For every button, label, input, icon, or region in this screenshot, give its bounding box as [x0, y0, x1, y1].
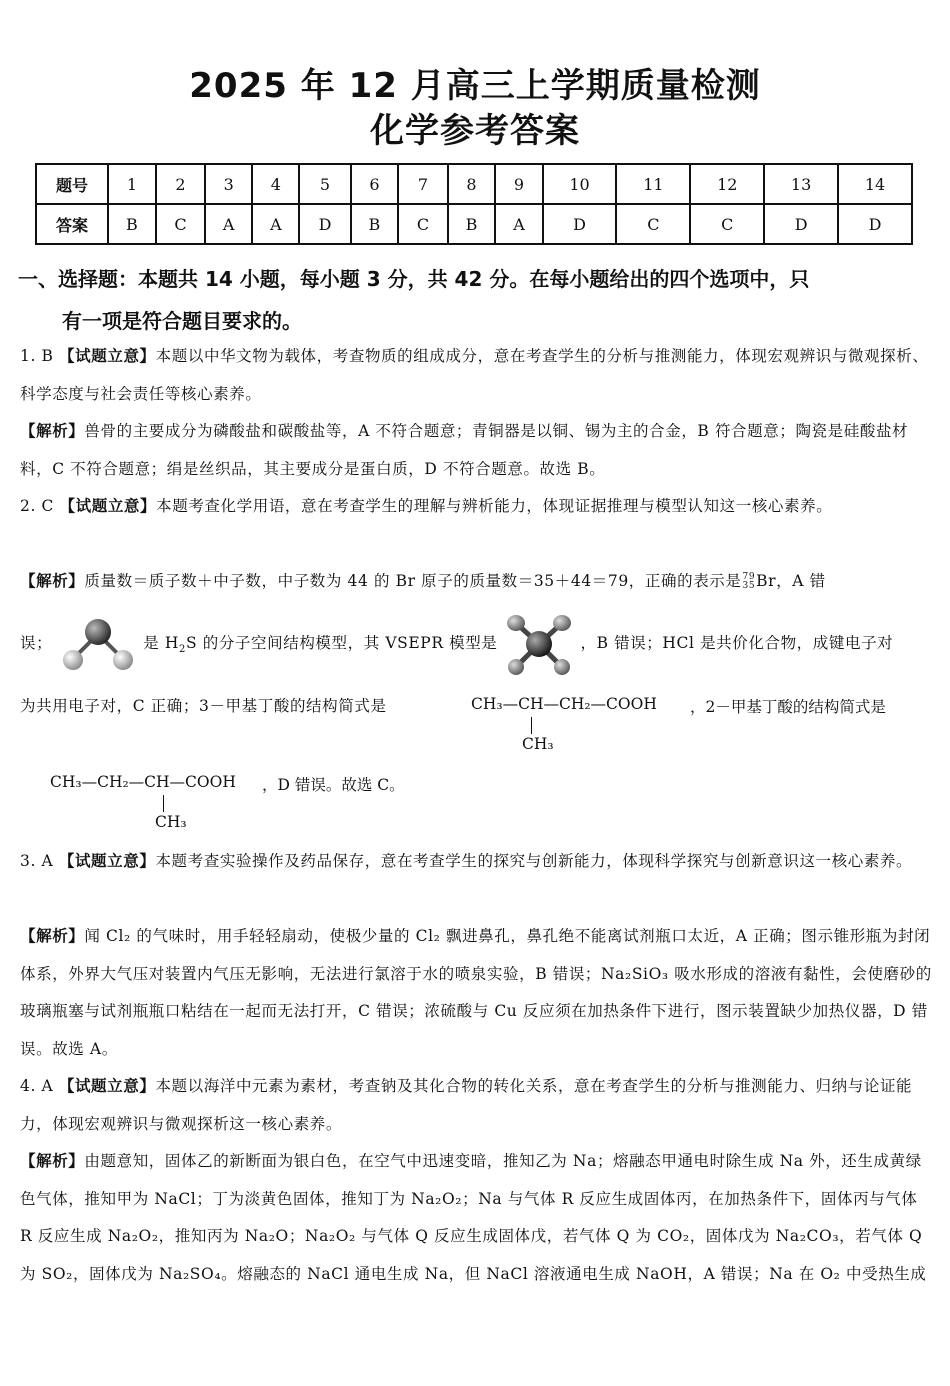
page-title: 2025 年 12 月高三上学期质量检测 [189, 66, 761, 106]
question-number-cell: 6 [351, 164, 399, 204]
answer-cell: C [398, 204, 447, 244]
question-number-cell: 2 [156, 164, 205, 204]
q2-analysis-text-7: 为共用电子对，C 正确；3－甲基丁酸的结构简式是 [20, 697, 387, 715]
q4-intent-tag: 【试题立意】 [58, 1077, 156, 1095]
question-number-cell: 12 [690, 164, 764, 204]
answer-cell: B [351, 204, 399, 244]
answer-cell: C [690, 204, 764, 244]
q4-number: 4. A [20, 1077, 54, 1095]
q3-number: 3. A [20, 852, 54, 870]
section-heading-line-2: 有一项是符合题目要求的。 [62, 309, 302, 333]
q3-intent-text: 本题考查实验操作及药品保存，意在考查学生的探究与创新能力，体现科学探究与创新意识这一核心素养。 [155, 852, 913, 870]
q1-analysis-text: 兽骨的主要成分为磷酸盐和碳酸盐等，A 不符合题意；青铜器是以铜、锡为主的合金，B 符合题意；陶瓷是硅酸盐材料，C 不符合题意；绢是丝织品，其主要成分是蛋白质，D 不符合题意。故选 B。 [20, 422, 909, 478]
question-number-cell: 1 [108, 164, 156, 204]
q2-analysis-text-3: 误； [20, 634, 53, 652]
number-row-label: 题号 [36, 164, 108, 204]
vsepr-tetrahedral-model-icon [503, 612, 575, 676]
2-methylbutanoic-acid-formula [50, 773, 236, 791]
q2-analysis-text-5: S 的分子空间结构模型，其 VSEPR 模型是 [185, 634, 498, 652]
br-mass-number: 79 [742, 572, 756, 582]
q3-intent-tag: 【试题立意】 [58, 852, 156, 870]
struct1-branch: CH₃ [522, 735, 554, 753]
q3-intent [20, 843, 932, 881]
answer-cell: B [108, 204, 156, 244]
q3-analysis-tag: 【解析】 [20, 927, 85, 945]
answer-cell: A [205, 204, 252, 244]
answer-cell: A [252, 204, 299, 244]
struct1-tail: ，2－甲基丁酸的结构简式是 [690, 698, 886, 716]
q2-intent-tag: 【试题立意】 [59, 497, 157, 515]
question-number-cell: 4 [252, 164, 299, 204]
struct2-main: CH₃—CH₂—CH—COOH [50, 773, 236, 791]
q3-analysis-text: 闻 Cl₂ 的气味时，用手轻轻扇动，使极少量的 Cl₂ 飘进鼻孔，鼻孔绝不能离试剂瓶口太近，A 正确；图示锥形瓶为封闭体系，外界大气压对装置内气压无影响，无法进行氯溶于水的喷泉实验，B 错误；Na₂SiO₃ 吸水形成的溶液有黏性，会使磨砂的玻璃瓶塞与试剂瓶瓶口粘结在一起而无法打开，C 错误；浓硫酸与 Cu 反应须在加热条件下进行，图示装置缺少加热仪器，D 错误。故选 A。 [20, 927, 932, 1058]
question-number-cell: 3 [205, 164, 252, 204]
q1-number: 1. B [20, 347, 54, 365]
h2s-subscript: 2 [179, 644, 186, 656]
q1-analysis [20, 413, 932, 488]
question-number-cell: 13 [764, 164, 838, 204]
answer-cell: A [495, 204, 542, 244]
answer-table [35, 163, 913, 245]
answer-cell: D [543, 204, 617, 244]
answer-cell: D [838, 204, 912, 244]
q4-intent-text: 本题以海洋中元素为素材，考查钠及其化合物的转化关系，意在考查学生的分析与推测能力、归纳与论证能力，体现宏观辨识与微观探析这一核心素养。 [20, 1077, 913, 1133]
answer-cell: C [616, 204, 690, 244]
question-number-cell: 11 [616, 164, 690, 204]
q2-analysis-line-1 [20, 563, 932, 601]
br-atomic-number: 35 [742, 581, 756, 591]
q2-analysis-tag: 【解析】 [20, 572, 85, 590]
answer-cell: D [299, 204, 350, 244]
q4-intent [20, 1068, 932, 1143]
struct2-branch: CH₃ [155, 813, 187, 831]
q2-number: 2. C [20, 497, 54, 515]
q2-analysis-text-4: 是 H [143, 634, 180, 652]
q3-analysis [20, 918, 932, 1068]
section-heading [18, 258, 933, 342]
answer-cell: C [156, 204, 205, 244]
struct2-branch-bond [163, 795, 164, 812]
answer-table-number-row [36, 164, 912, 204]
question-number-cell: 14 [838, 164, 912, 204]
struct2-tail: ，D 错误。故选 C。 [262, 776, 405, 794]
q1-intent [20, 338, 932, 413]
question-number-cell: 5 [299, 164, 350, 204]
q2-analysis-text-2: Br，A 错 [756, 572, 826, 590]
answer-table-answer-row [36, 204, 912, 244]
page-bottom-margin [0, 1300, 950, 1386]
struct1-main: CH₃—CH—CH₂—COOH [471, 695, 657, 713]
question-number-cell: 10 [543, 164, 617, 204]
q4-analysis-tag: 【解析】 [20, 1152, 85, 1170]
q4-analysis [20, 1143, 932, 1315]
section-heading-line-1: 一、选择题：本题共 14 小题，每小题 3 分，共 42 分。在每小题给出的四个选项中，只 [18, 267, 810, 291]
question-number-cell: 7 [398, 164, 447, 204]
q2-analysis-text-1: 质量数＝质子数＋中子数，中子数为 44 的 Br 原子的质量数＝35＋44＝79，正确的表示是 [84, 572, 742, 590]
q2-intent-text: 本题考查化学用语，意在考查学生的理解与辨析能力，体现证据推理与模型认知这一核心素养。 [156, 497, 833, 515]
h2s-ball-stick-model-icon [58, 614, 138, 674]
q1-analysis-tag: 【解析】 [20, 422, 85, 440]
q2-intent [20, 488, 932, 526]
struct1-branch-bond [531, 717, 532, 734]
q2-analysis-text-6: ，B 错误；HCl 是共价化合物，成键电子对 [580, 634, 894, 652]
question-number-cell: 9 [495, 164, 542, 204]
q1-intent-tag: 【试题立意】 [59, 347, 156, 365]
q4-analysis-text: 由题意知，固体乙的新断面为银白色，在空气中迅速变暗，推知乙为 Na；熔融态甲通电时除生成 Na 外，还生成黄绿色气体，推知甲为 NaCl；丁为淡黄色固体，推知丁为 Na₂O₂；Na 与气体 R 反应生成固体丙，在加热条件下，固体丙与气体 R 反应生成 Na₂O₂，推知丙为 Na₂O；Na₂O₂ 与气体 Q 反应生成固体戊，若气体 Q 为 CO₂，固体戊为 Na₂CO₃，若气体 Q 为 SO₂，固体戊为 Na₂SO₄。熔融态的 NaCl 通电生成 Na，但 NaCl 溶液通电生成 NaOH，A 错误；Na 在 O₂ 中受热生成 [20, 1152, 927, 1283]
answer-row-label: 答案 [36, 204, 108, 244]
answer-cell: D [764, 204, 838, 244]
3-methylbutanoic-acid-formula [471, 695, 657, 713]
answer-cell: B [448, 204, 496, 244]
page-subtitle: 化学参考答案 [370, 111, 580, 151]
question-number-cell: 8 [448, 164, 496, 204]
q1-intent-text: 本题以中华文物为载体，考查物质的组成成分，意在考查学生的分析与推测能力，体现宏观辨识与微观探析、科学态度与社会责任等核心素养。 [20, 347, 929, 403]
q2-analysis-line-2 [20, 612, 932, 680]
